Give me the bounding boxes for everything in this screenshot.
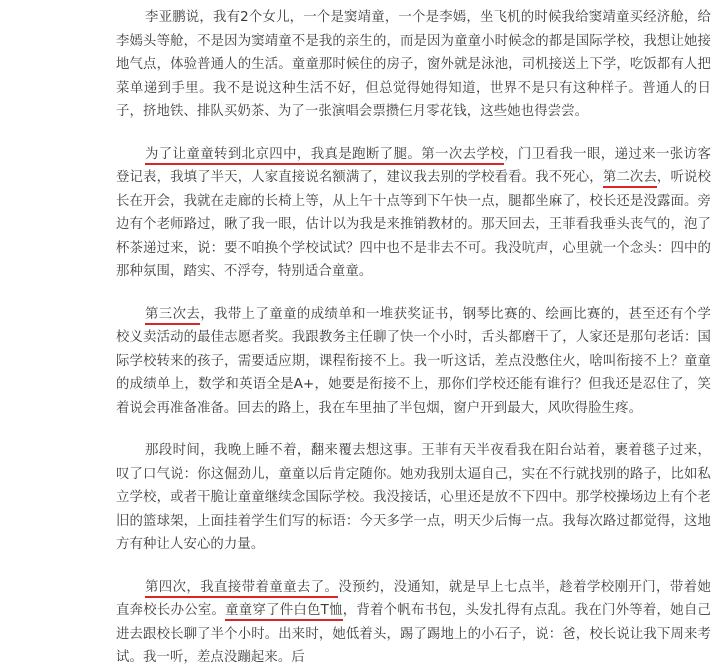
underlined-phrase: 第二次去 [603, 170, 657, 188]
text-segment: ，背着个帆布书包，头发扎得有点乱。我在门外等着，她自己进去跟校长聊了半个小时。出来时，她低着头，踢了踢地上的小石子，说：爸，校长说让我下周来考试。我一听，差点没蹦起来。后 [116, 603, 711, 665]
underlined-phrase: 第一次去学校 [421, 147, 504, 165]
text-segment: 李亚鹏说，我有2个女儿，一个是窦靖童，一个是李嫣，坐飞机的时候我给窦靖童买经济舱，给李嫣头等舱，不是因为窦靖童不是我的亲生的，而是因为童童小时候念的都是国际学校，我想让她接地气点，体验普通人的生活。童童那时候住的房子，窗外就是泳池，司机接送上下学，吃饭都有人把菜单递到手里。我不是说这种生活不好，但总觉得她得知道，世界不是只有这种样子。普通人的日子，挤地铁、排队买奶茶、为了一张演唱会票攒仨月零花钱，这些她也得尝尝。 [116, 10, 711, 119]
underlined-phrase: 童童穿了件白色T恤 [225, 603, 343, 621]
paragraph-1 [116, 6, 711, 124]
underlined-phrase: 第三次去 [145, 307, 200, 325]
text-segment: ，门卫看我一眼，递过来一张访客登记表，我填了半天，人家直接说名额满了，建议我去别的学校看看。我不死心， [116, 146, 711, 185]
text-segment: 没预约，没通知，就是早上七点半，趁着学校刚开门，带着她直奔校长办公室。 [116, 579, 711, 618]
text-segment: ，我带上了童童的成绩单和一堆获奖证书，钢琴比赛的、绘画比赛的，甚至还有个学校义卖活动的最佳志愿者奖。我跟教务主任聊了快一个小时，舌头都磨干了，人家还是那句老话：国际学校转来的孩子，需要适应期，课程衔接不上。我一听这话，差点没憋住火，啥叫衔接不上？童童的成绩单上，数学和英语全是A+，她要是衔接不上，那你们学校还能有谁行？但我还是忍住了，笑着说会再准备准备。回去的路上，我在车里抽了半包烟，窗户开到最大，风吹得脸生疼。 [116, 306, 711, 416]
paragraph-5 [116, 576, 711, 670]
text-segment: 那段时间，我晚上睡不着，翻来覆去想这事。王菲有天半夜看我在阳台站着，裹着毯子过来，叹了口气说：你这倔劲儿，童童以后肯定随你。她劝我别太逼自己，实在不行就找别的路子，比如私立学校，或者干脆让童童继续念国际学校。我没接话，心里还是放不下四中。那学校操场边上有个老旧的篮球架，上面挂着学生们写的标语：今天多学一点，明天少后悔一点。我每次路过都觉得，这地方有种让人安心的力量。 [116, 443, 711, 552]
underlined-phrase: 第四次，我直接带着童童去了。 [145, 580, 338, 598]
paragraph-2 [116, 143, 711, 284]
underlined-phrase: 为了让童童转到北京四中，我真是跑断了腿。 [145, 147, 421, 165]
paragraph-3 [116, 303, 711, 421]
text-segment: ，听说校长在开会，我就在走廊的长椅上等，从上午十点等到下午快一点，腿都坐麻了，校长还是没露面。旁边有个老师路过，瞅了我一眼，估计以为我是来推销教材的。那天回去，王菲看我垂头丧气的，泡了杯茶递过来，说：要不咱换个学校试试？四中也不是非去不可。我没吭声，心里就一个念头：四中的那种氛围，踏实、不浮夸，特别适合童童。 [116, 170, 711, 279]
paragraph-4 [116, 439, 711, 557]
